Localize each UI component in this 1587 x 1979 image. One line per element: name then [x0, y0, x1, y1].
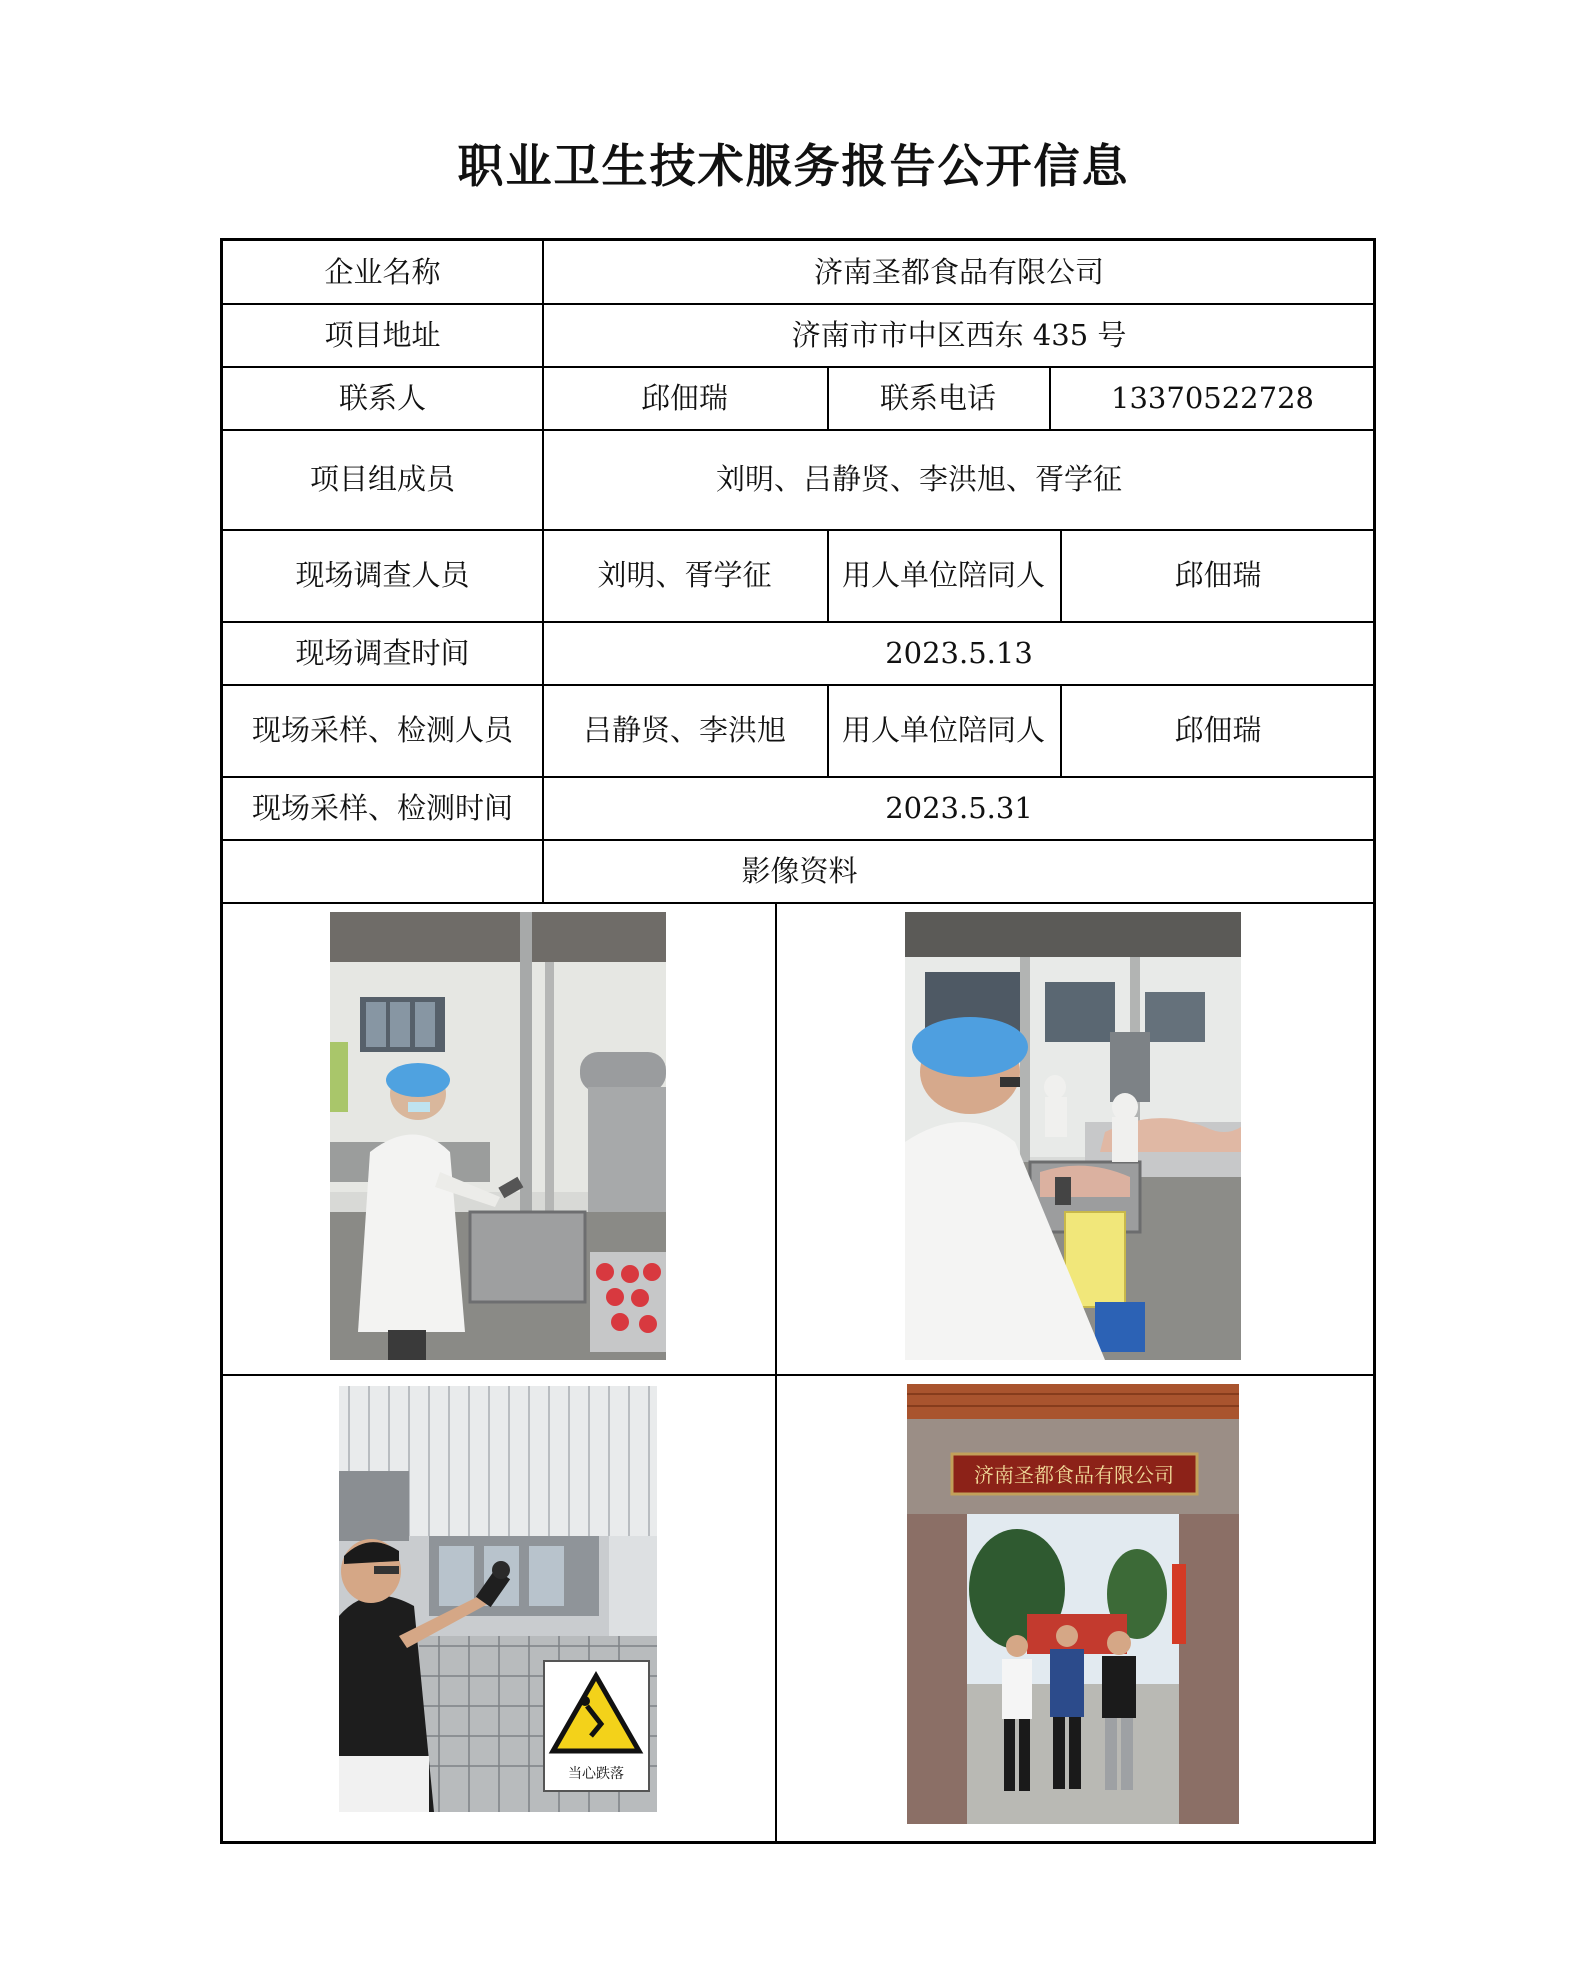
address-value: 济南市市中区西东 435 号: [791, 317, 1127, 352]
company-value: 济南圣都食品有限公司: [813, 255, 1104, 289]
members-value: 刘明、吕静贤、李洪旭、胥学征: [715, 462, 1122, 496]
sampling-time-value: 2023.5.31: [885, 790, 1033, 825]
photo-company-gate: [907, 1384, 1239, 1824]
sampling-escort-value: 邱佃瑞: [1174, 713, 1262, 747]
photo-indoor-measurement: [330, 912, 666, 1360]
survey-staff-label: 现场调查人员: [295, 558, 470, 592]
company-label: 企业名称: [324, 255, 441, 289]
contact-label: 联系人: [338, 380, 426, 415]
images-label: 影像资料: [741, 853, 858, 888]
survey-time-label: 现场调查时间: [295, 635, 470, 670]
members-label: 项目组成员: [309, 462, 455, 496]
sampling-staff-value: 吕静贤、李洪旭: [582, 713, 786, 747]
survey-staff-value: 刘明、胥学征: [597, 558, 772, 592]
info-table: [220, 238, 1376, 1844]
survey-time-value: 2023.5.13: [885, 635, 1033, 670]
warning-sign-text: 当心跌落: [568, 1766, 624, 1782]
phone-label: 联系电话: [879, 380, 996, 415]
page-title: 职业卫生技术服务报告公开信息: [457, 139, 1130, 193]
gate-sign-text: 济南圣都食品有限公司: [974, 1463, 1174, 1487]
survey-escort-value: 邱佃瑞: [1174, 558, 1262, 592]
sampling-time-label: 现场采样、检测时间: [251, 790, 513, 825]
survey-escort-label: 用人单位陪同人: [841, 558, 1045, 592]
phone-value: 13370522728: [1111, 380, 1314, 415]
sampling-staff-label: 现场采样、检测人员: [251, 713, 513, 747]
contact-value: 邱佃瑞: [640, 380, 728, 415]
sampling-escort-label: 用人单位陪同人: [841, 713, 1045, 747]
photo-outdoor-measurement: [339, 1386, 657, 1812]
address-label: 项目地址: [324, 317, 441, 352]
photo-processing-line: [905, 912, 1241, 1360]
